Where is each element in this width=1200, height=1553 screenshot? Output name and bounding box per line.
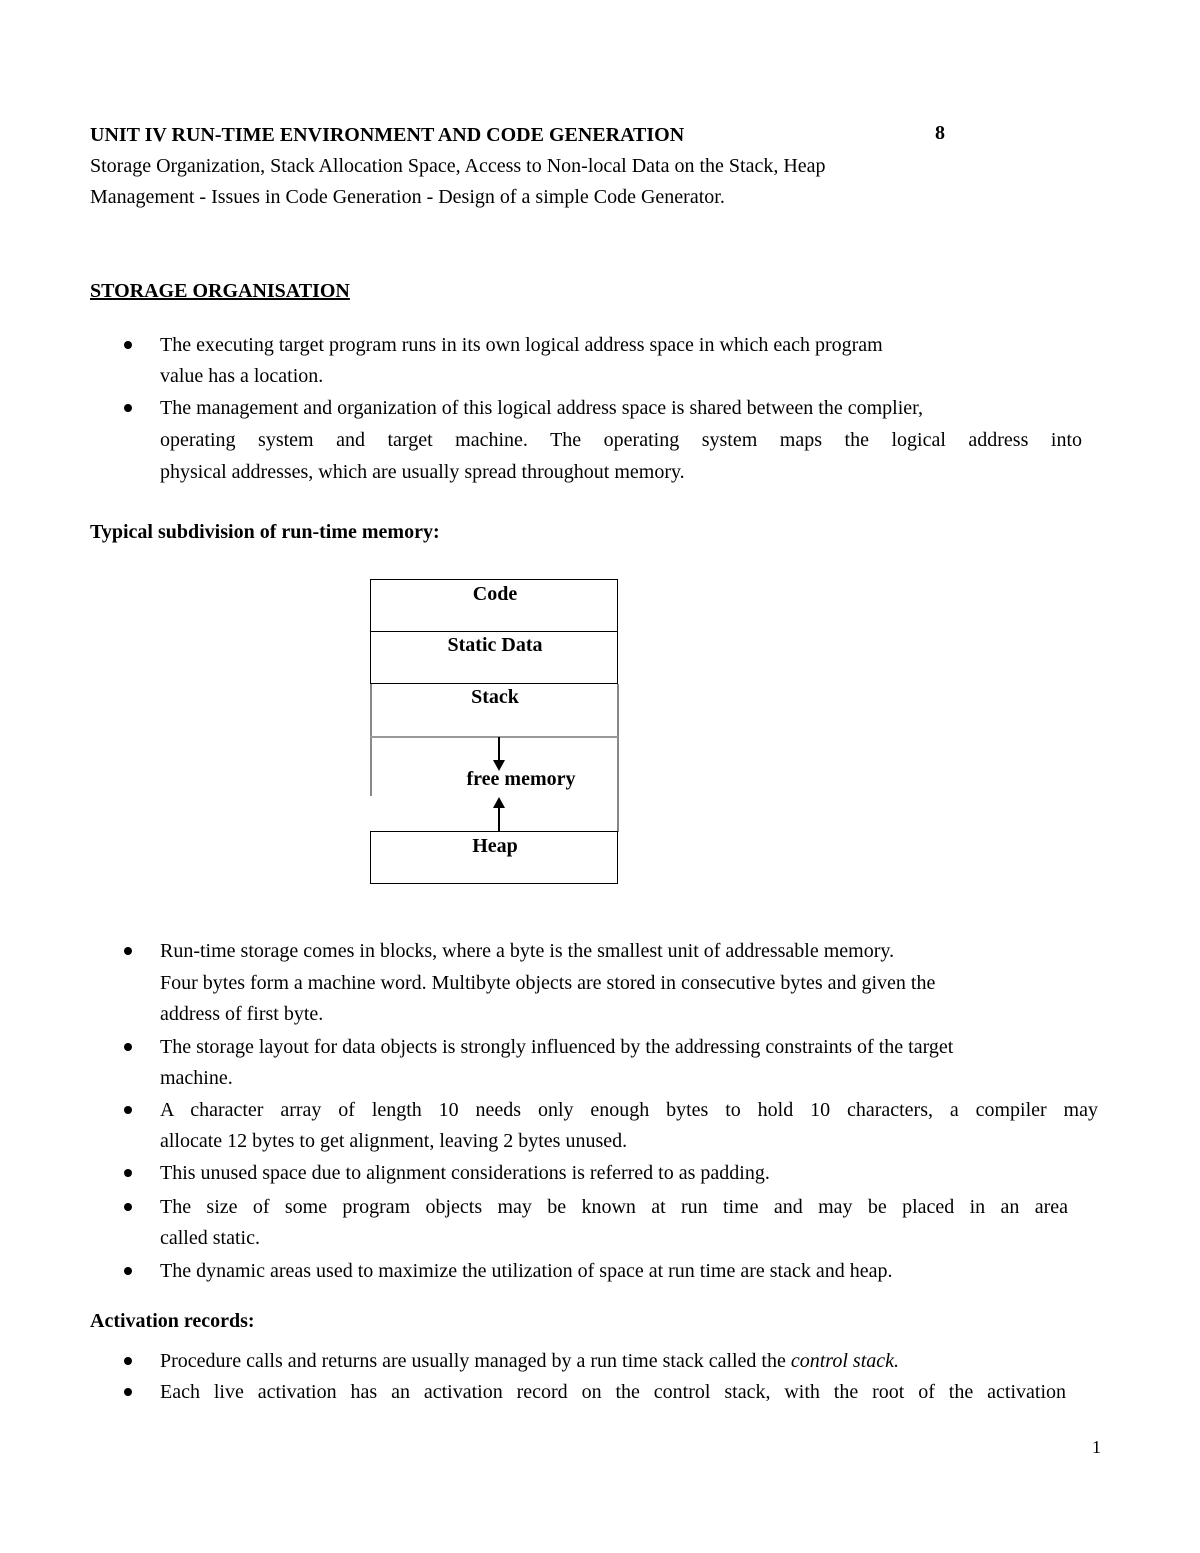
stack-growth-arrow-shaft: [498, 737, 500, 761]
control-stack-text: Procedure calls and returns are usually managed by a run time stack called the: [160, 1350, 791, 1372]
static-area-line-1: The size of some program objects may be known at run time and may be placed in an area: [160, 1196, 1068, 1218]
bullet-icon: [124, 1043, 132, 1051]
page-number: 1: [1092, 1437, 1101, 1457]
unit-hours: 8: [935, 122, 945, 144]
bullet-icon: [124, 1267, 132, 1275]
bullet-icon: [124, 947, 132, 955]
unit-title: UNIT IV RUN-TIME ENVIRONMENT AND CODE GENERATION: [90, 124, 685, 146]
stack-divider: [370, 736, 618, 738]
code-segment-label: Code: [472, 583, 518, 605]
bullet-icon: [124, 1169, 132, 1177]
storage-bullet-2-line-3: physical addresses, which are usually spread throughout memory.: [160, 461, 685, 483]
control-stack-term: control stack.: [790, 1350, 899, 1372]
char-array-line-1: A character array of length 10 needs only enough bytes to hold 10 characters, a compiler may: [160, 1099, 1098, 1121]
storage-bullet-1-line-1: The executing target program runs in its own logical address space in which each program: [160, 334, 883, 356]
section-heading-storage: STORAGE ORGANISATION: [90, 280, 350, 302]
bullet-icon: [124, 1106, 132, 1114]
storage-blocks-line-1: Run-time storage comes in blocks, where a byte is the smallest unit of addressable memory.: [160, 940, 895, 962]
bullet-icon: [124, 1203, 132, 1211]
storage-blocks-line-2: Four bytes form a machine word. Multibyte objects are stored in consecutive bytes and given the: [160, 972, 936, 994]
layout-line-1: The storage layout for data objects is strongly influenced by the addressing constraints of the target: [160, 1036, 954, 1058]
free-memory-label: free memory: [466, 768, 576, 790]
stack-label: Stack: [471, 686, 519, 708]
static-area-line-2: called static.: [160, 1227, 260, 1249]
control-stack-line: [160, 1348, 899, 1374]
layout-line-2: machine.: [160, 1067, 233, 1089]
live-activation-line: Each live activation has an activation record on the control stack, with the root of the activation: [160, 1381, 1066, 1403]
syllabus-line-2: Management - Issues in Code Generation - Design of a simple Code Generator.: [90, 186, 725, 208]
static-data-label: Static Data: [447, 634, 543, 656]
char-array-line-2: allocate 12 bytes to get alignment, leaving 2 bytes unused.: [160, 1130, 628, 1152]
storage-blocks-line-3: address of first byte.: [160, 1003, 324, 1025]
bullet-icon: [124, 341, 132, 349]
subdivision-heading: Typical subdivision of run-time memory:: [90, 521, 440, 543]
bullet-icon: [124, 1357, 132, 1365]
storage-bullet-2-line-2: operating system and target machine. The operating system maps the logical address into: [160, 429, 1082, 451]
dynamic-areas-line: The dynamic areas used to maximize the utilization of space at run time are stack and heap.: [160, 1260, 893, 1282]
bullet-icon: [124, 1388, 132, 1396]
activation-heading: Activation records:: [90, 1310, 255, 1332]
padding-line: This unused space due to alignment considerations is referred to as padding.: [160, 1162, 770, 1184]
storage-bullet-1-line-2: value has a location.: [160, 365, 324, 387]
heap-growth-arrow-shaft: [498, 807, 500, 832]
storage-bullet-2-line-1: The management and organization of this logical address space is shared between the complier,: [160, 397, 924, 419]
syllabus-line-1: Storage Organization, Stack Allocation Space, Access to Non-local Data on the Stack, Heap: [90, 155, 826, 177]
heap-label: Heap: [472, 835, 518, 857]
bullet-icon: [124, 404, 132, 412]
